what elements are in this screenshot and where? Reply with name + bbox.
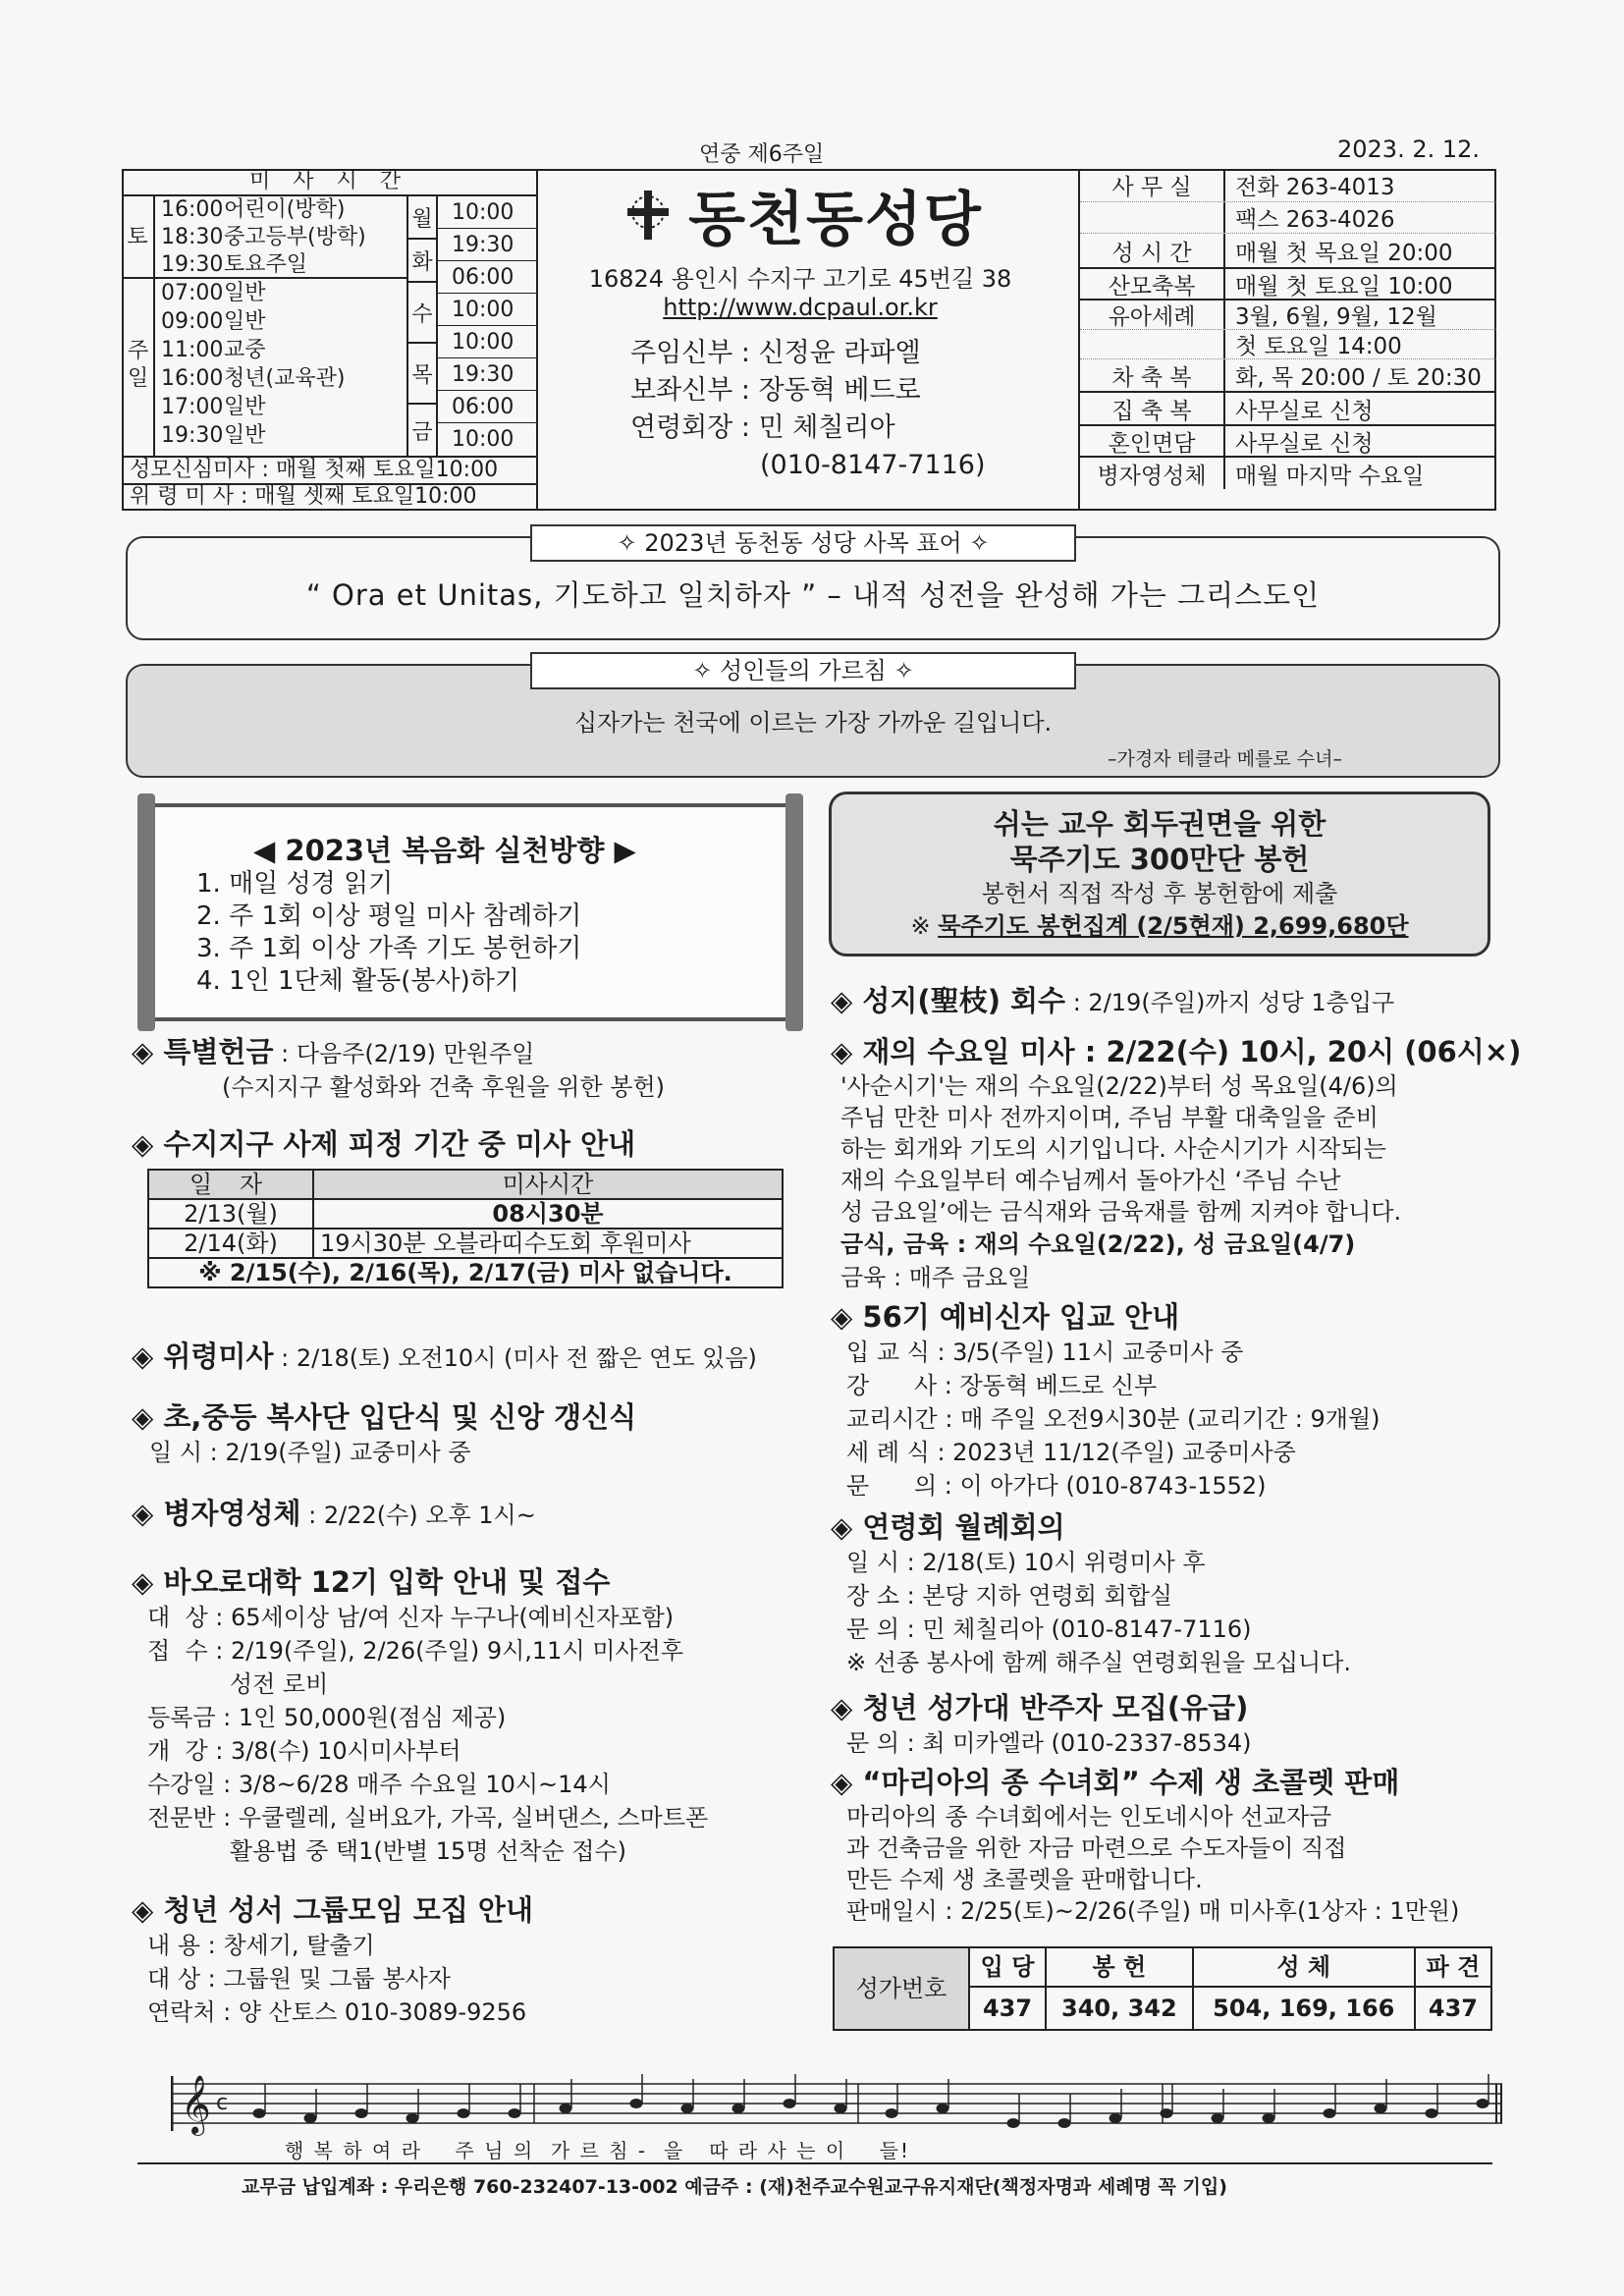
bible-heading: ◈ 청년 성서 그룹모임 모집 안내 bbox=[132, 1891, 533, 1929]
choir-heading: ◈ 청년 성가대 반주자 모집(유급) bbox=[831, 1689, 1498, 1726]
hymn-col: 입 당 bbox=[969, 1947, 1046, 1987]
funeral-assoc-meeting bbox=[831, 1508, 1498, 1679]
catechumen-detail-line: 문 의 : 이 아가다 (010-8743-1552) bbox=[846, 1472, 1267, 1500]
assistant-priest: 보좌신부 : 장동혁 베드로 bbox=[630, 375, 921, 406]
rosary-box bbox=[829, 792, 1490, 957]
ash-heading: ◈ 재의 수요일 미사 : 2/22(수) 10시, 20시 (06시×) bbox=[831, 1033, 1498, 1070]
office-label: 산모축복 bbox=[1080, 269, 1225, 299]
mass-time: 18:30 bbox=[161, 225, 224, 249]
sat-label: 토 bbox=[122, 196, 153, 279]
president-phone: (010-8147-7116) bbox=[760, 450, 986, 480]
sick-heading: ◈ 병자영성체 bbox=[132, 1497, 300, 1530]
paul-detail-line: 성전 로비 bbox=[147, 1670, 329, 1698]
meeting-detail-line: 문 의 : 민 체칠리아 (010-8147-7116) bbox=[846, 1615, 1252, 1643]
weekday-time: 19:30 bbox=[438, 229, 536, 261]
memorial-text: : 2/18(토) 오전10시 (미사 전 짧은 연도 있음) bbox=[281, 1344, 757, 1372]
catechumen-heading: ◈ 56기 예비신자 입교 안내 bbox=[831, 1298, 1498, 1336]
office-label bbox=[1080, 202, 1225, 233]
meeting-heading: ◈ 연령회 월례회의 bbox=[831, 1508, 1498, 1546]
bible-detail-line: 대 상 : 그룹원 및 그룹 봉사자 bbox=[147, 1965, 451, 1993]
office-row bbox=[1080, 234, 1496, 269]
mass-time: 16:00 bbox=[161, 197, 224, 222]
office-row bbox=[1080, 458, 1496, 489]
mass-name: 중고등부(방학) bbox=[224, 225, 366, 249]
weekday-time: 10:00 bbox=[438, 326, 536, 358]
rosary-note-mark: ※ bbox=[910, 912, 939, 940]
office-label: 성 시 간 bbox=[1080, 234, 1225, 267]
sick-text: : 2/22(수) 오후 1시~ bbox=[308, 1502, 536, 1529]
office-label: 유아세례 bbox=[1080, 301, 1225, 329]
fast-days: 금식, 금육 : 재의 수요일(2/22), 성 금요일(4/7) bbox=[840, 1230, 1356, 1258]
mass-row bbox=[155, 393, 406, 421]
weekday-time: 19:30 bbox=[438, 358, 536, 391]
music-lyrics: 행 복 하 여 라 주 님 의 가 르 침 - 을 따 라 사 는 이 들! bbox=[285, 2139, 911, 2162]
mass-special-1: 성모신심미사 : 매월 첫째 토요일10:00 bbox=[122, 456, 536, 483]
mass-name: 어린이(방학) bbox=[224, 197, 346, 222]
mass-row bbox=[155, 421, 406, 450]
office-info-table bbox=[1078, 169, 1496, 511]
mass-row bbox=[155, 336, 406, 364]
weekday-label: 화 bbox=[408, 240, 436, 283]
paul-detail-line: 등록금 : 1인 50,000원(점심 제공) bbox=[147, 1704, 507, 1731]
office-value: 매월 첫 목요일 20:00 bbox=[1235, 240, 1453, 266]
mass-time: 07:00 bbox=[161, 281, 224, 305]
suji-col-date: 일 자 bbox=[148, 1170, 313, 1199]
mass-name: 일반 bbox=[224, 423, 266, 448]
catechumen-detail-line: 세 례 식 : 2023년 11/12(주일) 교중미사중 bbox=[846, 1439, 1296, 1466]
suji-date: 2/14(화) bbox=[148, 1229, 313, 1258]
evangel-item: 3. 주 1회 이상 가족 기도 봉헌하기 bbox=[196, 934, 582, 963]
suji-col-time: 미사시간 bbox=[313, 1170, 783, 1199]
catechumen-detail-line: 입 교 식 : 3/5(주일) 11시 교중미사 중 bbox=[846, 1339, 1244, 1366]
hymn-number: 437 bbox=[969, 1987, 1046, 2030]
ash-detail-line: 주님 만찬 미사 전까지이며, 주님 부활 대축일을 준비 bbox=[840, 1104, 1379, 1131]
chocolate-detail-line: 판매일시 : 2/25(토)~2/26(주일) 매 미사후(1상자 : 1만원) bbox=[846, 1897, 1460, 1925]
mass-name: 일반 bbox=[224, 309, 266, 334]
saints-title: ✧ 성인들의 가르침 ✧ bbox=[530, 652, 1076, 689]
suji-table bbox=[147, 1169, 784, 1288]
mass-time: 19:30 bbox=[161, 252, 224, 277]
mass-schedule bbox=[122, 169, 538, 511]
hymn-number: 340, 342 bbox=[1046, 1987, 1193, 2030]
weekday-label: 목 bbox=[408, 344, 436, 405]
special-offering-note: (수지지구 활성화와 건축 후원을 위한 봉헌) bbox=[222, 1073, 665, 1101]
saints-quote: 십자가는 천국에 이르는 가장 가까운 길입니다. bbox=[573, 709, 1053, 737]
website-link[interactable]: http://www.dcpaul.or.kr bbox=[663, 294, 938, 321]
abstinence-days: 금육 : 매주 금요일 bbox=[840, 1264, 1031, 1291]
altar-text: 일 시 : 2/19(주일) 교중미사 중 bbox=[149, 1439, 471, 1466]
office-label: 사 무 실 bbox=[1080, 169, 1225, 201]
weekday-time: 10:00 bbox=[438, 294, 536, 326]
scroll-rod-left bbox=[137, 793, 155, 1031]
evangel-item: 1. 매일 성경 읽기 bbox=[196, 869, 394, 899]
office-value: 매월 첫 토요일 10:00 bbox=[1235, 273, 1453, 300]
mass-row bbox=[155, 364, 406, 393]
ash-detail-line: 하는 회개와 기도의 시기입니다. 사순시기가 시작되는 bbox=[840, 1135, 1386, 1163]
rosary-line2: 묵주기도 300만단 봉헌 bbox=[1009, 843, 1310, 876]
hymn-label: 성가번호 bbox=[834, 1947, 969, 2030]
paul-heading: ◈ 바오로대학 12기 입학 안내 및 접수 bbox=[132, 1563, 708, 1601]
mass-row bbox=[155, 196, 406, 224]
meeting-detail-line: ※ 선종 봉사에 함께 해주실 연령회원을 모십니다. bbox=[846, 1649, 1352, 1676]
scroll-rod-right bbox=[785, 793, 803, 1031]
mass-row bbox=[155, 224, 406, 251]
mass-row bbox=[155, 307, 406, 336]
paul-college bbox=[132, 1563, 708, 1868]
ash-detail-line: '사순시기'는 재의 수요일(2/22)부터 성 목요일(4/6)의 bbox=[840, 1072, 1398, 1100]
choir-recruit bbox=[831, 1689, 1498, 1760]
hymn-col: 성 체 bbox=[1193, 1947, 1415, 1987]
suji-time: 19시30분 오블라띠수도회 후원미사 bbox=[313, 1229, 783, 1258]
rosary-line3: 봉헌서 직접 작성 후 봉헌함에 제출 bbox=[981, 880, 1338, 907]
mass-row bbox=[155, 251, 406, 279]
catechumen bbox=[831, 1298, 1498, 1503]
paul-detail-line: 활용법 중 택1(반별 15명 선착순 접수) bbox=[147, 1837, 626, 1865]
church-name: 동천동성당 bbox=[688, 186, 983, 254]
pastor-name: 주임신부 : 신정윤 라파엘 bbox=[630, 338, 921, 368]
svg-text:c: c bbox=[216, 2091, 229, 2115]
altar-heading: ◈ 초,중등 복사단 입단식 및 신앙 갱신식 bbox=[132, 1398, 636, 1436]
saints-source: –가경자 테클라 메를로 수녀– bbox=[1108, 748, 1343, 770]
funeral-association-head: 연령회장 : 민 체칠리아 bbox=[630, 412, 895, 443]
memorial-mass bbox=[132, 1338, 757, 1375]
cross-logo-icon bbox=[618, 185, 678, 246]
suji-note: ※ 2/15(수), 2/16(목), 2/17(금) 미사 없습니다. bbox=[148, 1258, 783, 1287]
altar-servers bbox=[132, 1398, 636, 1469]
suji-section bbox=[132, 1125, 819, 1163]
ash-detail-line: 재의 수요일부터 예수님께서 돌아가신 ‘주님 수난 bbox=[840, 1167, 1341, 1194]
office-value: 사무실로 신청 bbox=[1235, 430, 1374, 457]
motto-text: “ Ora et Unitas, 기도하고 일치하자 ” – 내적 성전을 완성해 가는 그리스도인 bbox=[305, 578, 1321, 612]
rosary-line1: 쉬는 교우 회두권면을 위한 bbox=[993, 807, 1326, 841]
weekday-grid bbox=[408, 196, 536, 456]
office-value: 화, 목 20:00 / 토 20:30 bbox=[1235, 364, 1482, 391]
office-label bbox=[1080, 330, 1225, 358]
catechumen-detail-line: 강 사 : 장동혁 베드로 신부 bbox=[846, 1372, 1158, 1399]
suji-heading: ◈ 수지지구 사제 피정 기간 중 미사 안내 bbox=[132, 1125, 819, 1163]
memorial-heading: ◈ 위령미사 bbox=[132, 1339, 273, 1373]
mass-name: 교중 bbox=[224, 338, 266, 362]
mass-name: 청년(교육관) bbox=[224, 366, 346, 391]
office-value: 팩스 263-4026 bbox=[1235, 207, 1395, 233]
mass-name: 일반 bbox=[224, 395, 266, 419]
week-label: 연중 제6주일 bbox=[699, 142, 825, 167]
hymn-col: 파 견 bbox=[1415, 1947, 1491, 1987]
chocolate-detail-line: 과 건축금을 위한 자금 마련으로 수도자들이 직접 bbox=[846, 1834, 1347, 1862]
suji-date: 2/13(월) bbox=[148, 1199, 313, 1229]
office-label: 집 축 복 bbox=[1080, 393, 1225, 424]
date-label: 2023. 2. 12. bbox=[1337, 136, 1481, 163]
office-value: 매월 마지막 수요일 bbox=[1235, 463, 1425, 489]
office-row bbox=[1080, 269, 1496, 301]
special-offering-text: : 다음주(2/19) 만원주일 bbox=[281, 1040, 535, 1067]
meeting-detail-line: 일 시 : 2/18(토) 10시 위령미사 후 bbox=[846, 1549, 1206, 1576]
motto-title: ✧ 2023년 동천동 성당 사목 표어 ✧ bbox=[530, 524, 1076, 562]
office-value: 전화 263-4013 bbox=[1235, 175, 1395, 200]
bible-detail-line: 연락처 : 양 산토스 010-3089-9256 bbox=[147, 1998, 527, 2026]
hymn-number: 437 bbox=[1415, 1987, 1491, 2030]
mass-time: 11:00 bbox=[161, 338, 224, 362]
office-row bbox=[1080, 393, 1496, 426]
office-row bbox=[1080, 330, 1496, 359]
evangel-item: 4. 1인 1단체 활동(봉사)하기 bbox=[196, 966, 520, 996]
office-label: 차 축 복 bbox=[1080, 359, 1225, 391]
mass-time: 09:00 bbox=[161, 309, 224, 334]
office-row bbox=[1080, 202, 1496, 234]
chocolate-detail-line: 마리아의 종 수녀회에서는 인도네시아 선교자금 bbox=[846, 1803, 1332, 1831]
evangel-list bbox=[196, 868, 581, 998]
palm-heading: ◈ 성지(聖枝) 회수 bbox=[831, 984, 1065, 1017]
chocolate-detail-line: 만든 수제 생 초콜렛을 판매합니다. bbox=[846, 1866, 1203, 1893]
paul-detail-line: 개 강 : 3/8(수) 10시미사부터 bbox=[147, 1737, 461, 1765]
footer-bank-info: 교무금 납입계좌 : 우리은행 760-232407-13-002 예금주 : (재)천주교수원교구유지재단(책정자명과 세례명 꼭 기입) bbox=[242, 2176, 1227, 2198]
weekday-time: 06:00 bbox=[438, 261, 536, 294]
palm-return bbox=[831, 982, 1394, 1019]
special-offering-heading: ◈ 특별헌금 bbox=[132, 1035, 273, 1068]
mass-row bbox=[155, 279, 406, 307]
ash-detail-line: 성 금요일’에는 금식재와 금육재를 함께 지켜야 합니다. bbox=[840, 1198, 1402, 1226]
address: 16824 용인시 수지구 고기로 45번길 38 bbox=[588, 265, 1012, 293]
special-offering bbox=[132, 1033, 819, 1104]
paul-detail-line: 수강일 : 3/8~6/28 매주 수요일 10시~14시 bbox=[147, 1771, 611, 1798]
office-row bbox=[1080, 426, 1496, 458]
mass-time: 19:30 bbox=[161, 423, 224, 448]
bible-detail-line: 내 용 : 창세기, 탈출기 bbox=[147, 1932, 375, 1959]
hymn-table bbox=[833, 1946, 1492, 2031]
catechumen-detail-line: 교리시간 : 매 주일 오전9시30분 (교리기간 : 9개월) bbox=[846, 1405, 1380, 1433]
office-row bbox=[1080, 169, 1496, 202]
ash-wednesday bbox=[831, 1033, 1522, 1294]
weekday-time: 10:00 bbox=[438, 196, 536, 229]
rosary-tally: 묵주기도 봉헌집계 (2/5현재) 2,699,680단 bbox=[938, 912, 1409, 940]
hymn-col: 봉 헌 bbox=[1046, 1947, 1193, 1987]
bible-group bbox=[132, 1891, 533, 2029]
paul-detail-line: 전문반 : 우쿨렐레, 실버요가, 가곡, 실버댄스, 스마트폰 bbox=[147, 1804, 709, 1831]
palm-text: : 2/19(주일)까지 성당 1층입구 bbox=[1072, 989, 1395, 1016]
weekday-times bbox=[438, 196, 536, 456]
weekday-label: 월 bbox=[408, 196, 436, 240]
mass-special-2: 위 령 미 사 : 매월 셋째 토요일10:00 bbox=[122, 483, 536, 509]
office-value: 3월, 6월, 9월, 12월 bbox=[1235, 304, 1437, 330]
mass-name: 토요주일 bbox=[224, 252, 308, 277]
office-label: 병자영성체 bbox=[1080, 458, 1225, 489]
evangel-title: ◀ 2023년 복음화 실천방향 ▶ bbox=[253, 834, 636, 867]
choir-contact: 문 의 : 최 미카엘라 (010-2337-8534) bbox=[846, 1729, 1252, 1757]
office-value: 첫 토요일 14:00 bbox=[1235, 334, 1402, 359]
weekday-time: 06:00 bbox=[438, 391, 536, 423]
paul-detail-line: 대 상 : 65세이상 남/여 신자 누구나(예비신자포함) bbox=[147, 1604, 675, 1631]
office-row bbox=[1080, 301, 1496, 330]
paul-detail-line: 접 수 : 2/19(주일), 2/26(주일) 9시,11시 미사전후 bbox=[147, 1637, 684, 1665]
meeting-detail-line: 장 소 : 본당 지하 연령회 회합실 bbox=[846, 1582, 1173, 1610]
church-title-block bbox=[540, 173, 1060, 484]
office-value: 사무실로 신청 bbox=[1235, 398, 1374, 424]
office-row bbox=[1080, 359, 1496, 393]
mass-time: 17:00 bbox=[161, 395, 224, 419]
footer-rule bbox=[137, 2162, 1492, 2164]
chocolate-sale bbox=[831, 1764, 1498, 1927]
hymn-number: 504, 169, 166 bbox=[1193, 1987, 1415, 2030]
chocolate-heading: ◈ “마리아의 종 수녀회” 수제 생 초콜렛 판매 bbox=[831, 1764, 1498, 1801]
mass-name: 일반 bbox=[224, 281, 266, 305]
weekday-time: 10:00 bbox=[452, 427, 514, 452]
mass-title: 미 사 시 간 bbox=[122, 169, 536, 196]
evangel-item: 2. 주 1회 이상 평일 미사 참례하기 bbox=[196, 902, 582, 931]
sun-label: 주일 bbox=[128, 339, 149, 391]
weekday-labels bbox=[408, 196, 438, 456]
weekday-label: 금 bbox=[411, 419, 433, 445]
mass-time: 16:00 bbox=[161, 366, 224, 391]
suji-time: 08시30분 bbox=[313, 1199, 783, 1229]
svg-text:𝄞: 𝄞 bbox=[181, 2075, 211, 2134]
sick-communion bbox=[132, 1495, 536, 1532]
weekday-label: 수 bbox=[408, 283, 436, 344]
office-label: 혼인면담 bbox=[1080, 426, 1225, 456]
